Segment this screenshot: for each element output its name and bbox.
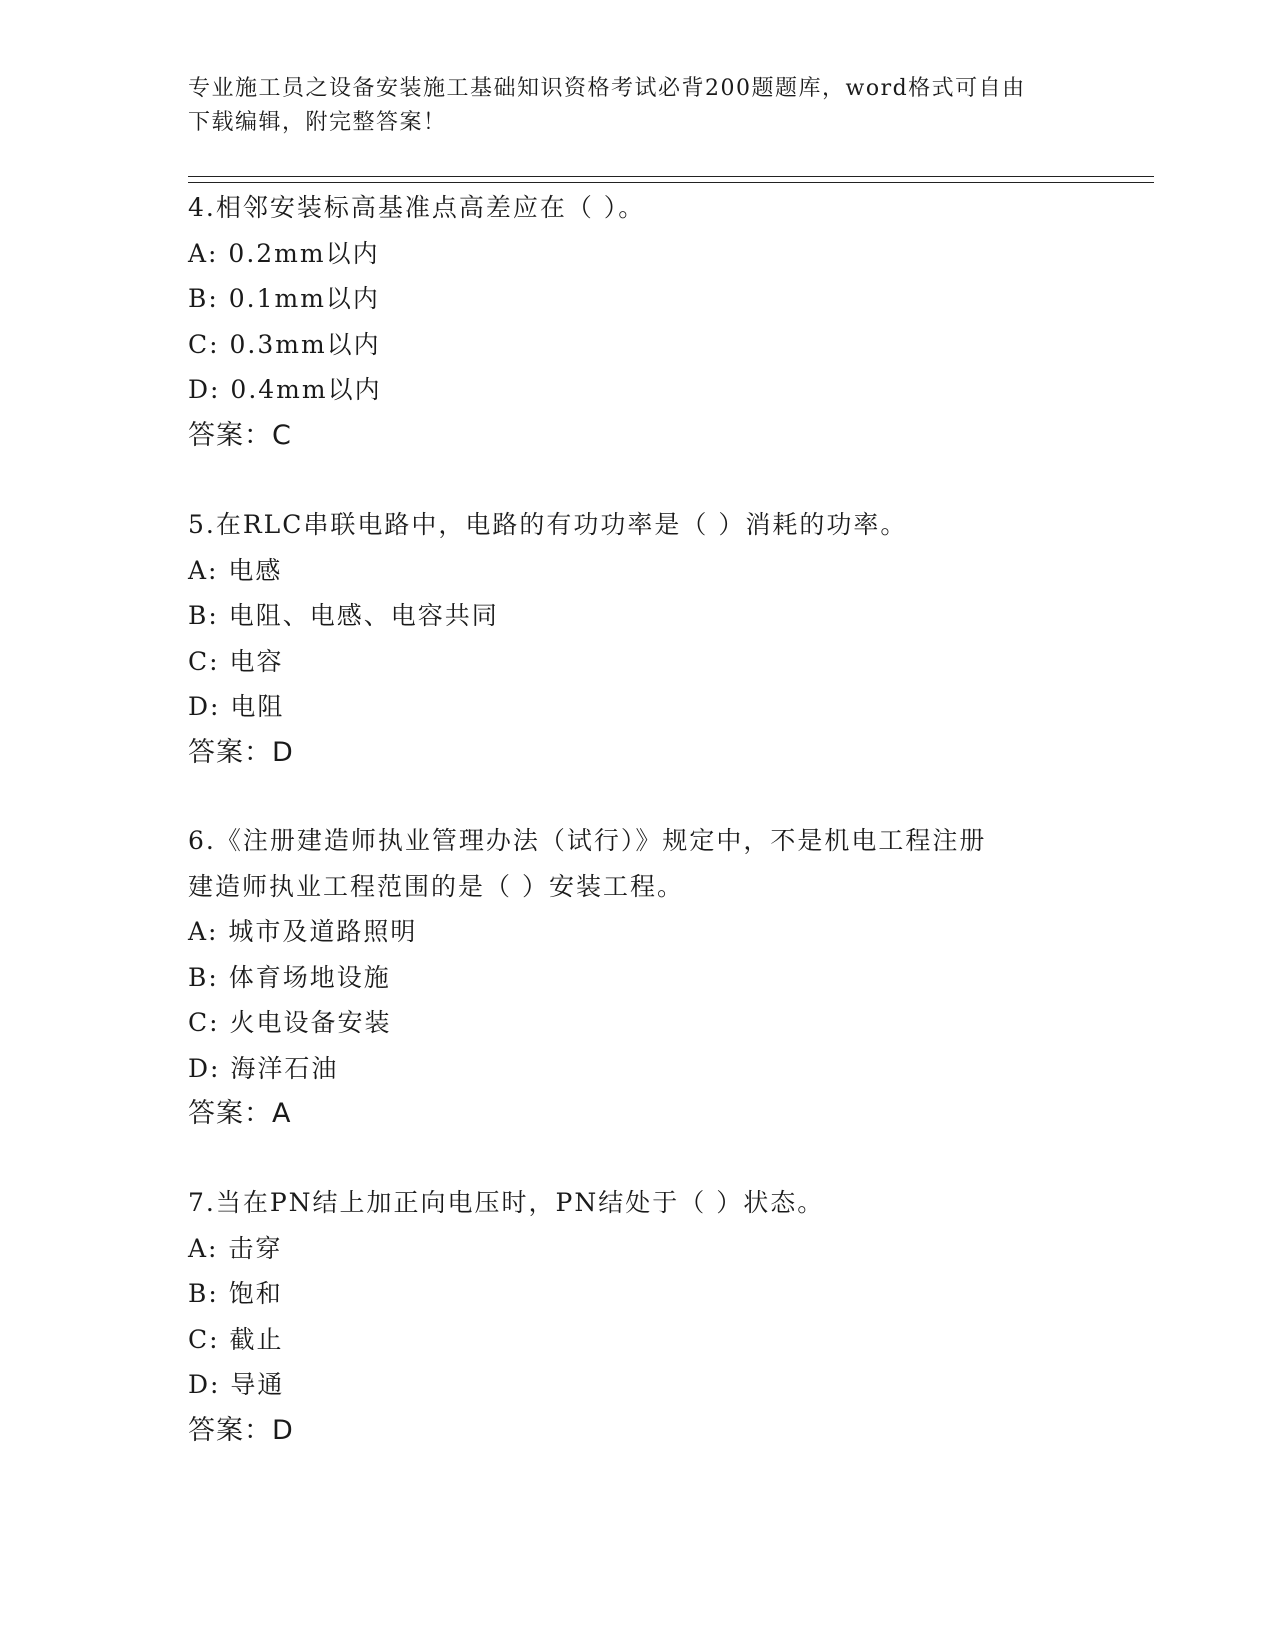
question-stem-line-2: 建造师执业工程范围的是（ ）安装工程。 xyxy=(188,871,684,901)
question-stem: 5.在RLC串联电路中，电路的有功功率是（ ）消耗的功率。 xyxy=(188,510,908,539)
question-stem: 4.相邻安装标高基准点高差应在（ ）。 xyxy=(188,193,646,222)
option-a: A: 城市及道路照明 xyxy=(188,917,418,946)
option-a: A: 0.2mm以内 xyxy=(188,238,380,268)
option-d: D: 电阻 xyxy=(188,692,285,721)
option-a: A: 击穿 xyxy=(188,1233,283,1263)
answer: 答案：A xyxy=(188,1098,292,1129)
option-c: C: 火电设备安装 xyxy=(188,1008,392,1037)
answer: 答案：D xyxy=(188,736,294,768)
option-a: A: 电感 xyxy=(188,555,283,585)
option-b: B: 体育场地设施 xyxy=(188,962,391,992)
option-c: C: 电容 xyxy=(188,646,284,676)
answer: 答案：D xyxy=(188,1414,294,1446)
question-4 xyxy=(188,185,1088,458)
option-c: C: 截止 xyxy=(188,1324,284,1354)
option-d: D: 海洋石油 xyxy=(188,1053,339,1083)
document-header xyxy=(188,72,1088,140)
question-6 xyxy=(188,818,1088,1137)
header-divider-top xyxy=(188,176,1154,177)
header-line-2: 下载编辑，附完整答案！ xyxy=(188,110,447,135)
header-divider-bottom xyxy=(188,182,1154,183)
question-7 xyxy=(188,1180,1088,1453)
option-b: B: 饱和 xyxy=(188,1279,283,1308)
answer: 答案：C xyxy=(188,419,292,451)
option-b: B: 电阻、电感、电容共同 xyxy=(188,601,499,630)
option-c: C: 0.3mm以内 xyxy=(188,329,381,359)
option-d: D: 导通 xyxy=(188,1370,285,1399)
option-d: D: 0.4mm以内 xyxy=(188,375,382,404)
question-5 xyxy=(188,502,1088,775)
question-stem-line-1: 6.《注册建造师执业管理办法（试行）》规定中，不是机电工程注册 xyxy=(188,826,987,855)
option-b: B: 0.1mm以内 xyxy=(188,284,380,313)
question-stem: 7.当在PN结上加正向电压时，PN结处于（ ）状态。 xyxy=(188,1188,825,1217)
header-line-1: 专业施工员之设备安装施工基础知识资格考试必背200题题库，word格式可自由 xyxy=(188,76,1026,101)
